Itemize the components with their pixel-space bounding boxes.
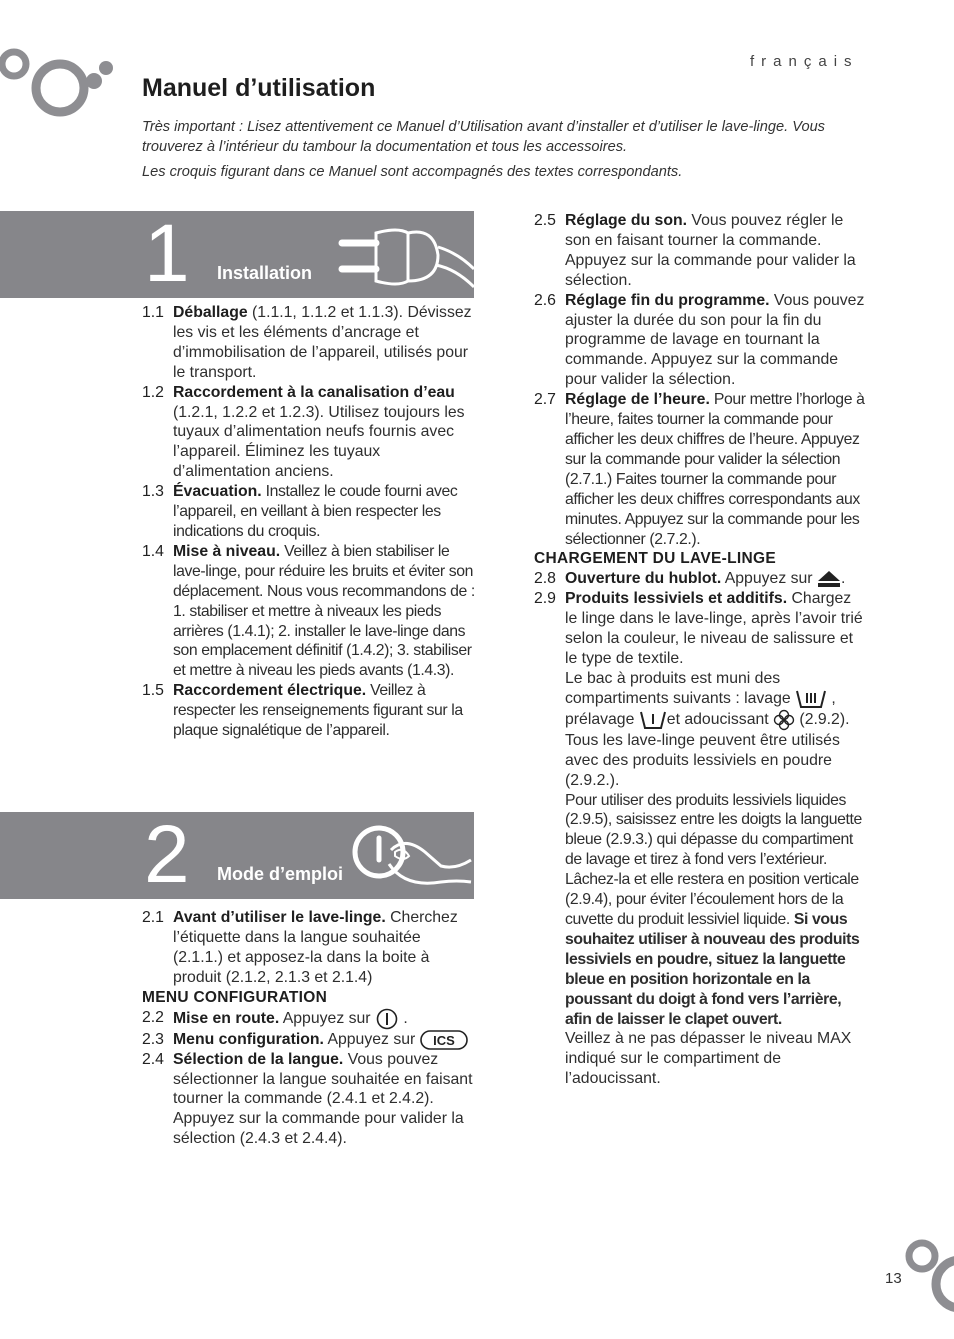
- power-icon: [375, 1008, 399, 1030]
- prewash-icon: [639, 710, 667, 730]
- section-1-content: [142, 303, 475, 741]
- compartments-paragraph: Le bac à produits est muni des compartiments suivants : lavage , prélavage et adoucissant (2.9.2).: [534, 669, 867, 731]
- section-1-title: Installation: [217, 263, 313, 283]
- page-number: 13: [885, 1270, 902, 1287]
- list-item: 2.1 Avant d’utiliser le lave-linge. Cherchez l’étiquette dans la langue souhaitée (2.1.1.) et apposez-la dans la boite à produit (2.1.2, 2.1.3 et 2.1.4): [142, 909, 458, 986]
- list-item: 2.8 Ouverture du hublot. Appuyez sur .: [534, 570, 846, 588]
- intro-note: Les croquis figurant dans ce Manuel sont accompagnés des textes correspondants.: [142, 164, 683, 180]
- loading-heading: CHARGEMENT DU LAVE-LINGE: [534, 550, 776, 568]
- list-item: 2.7 Réglage de l’heure. Pour mettre l’horloge à l’heure, faites tourner la commande pour afficher les deux chiffres de l’heure. Appuyez sur la commande pour valider la sélection (2.7.1.) Faites tourner la commande pour afficher les deux chiffres correspondants aux minutes. Appuyez sur la commande pour les sélectionner (2.7.2.).: [534, 391, 865, 548]
- list-item: 2.3 Menu configuration. Appuyez sur ICS: [142, 1030, 475, 1050]
- list-item: 2.5 Réglage du son. Vous pouvez régler le son en faisant tourner la commande. Appuyez sur la commande pour valider la sélection.: [534, 212, 856, 289]
- ics-icon: [420, 1030, 468, 1050]
- language-label: français: [750, 53, 859, 70]
- plug-icon: [338, 225, 474, 298]
- list-item: 1.5 Raccordement électrique. Veillez à respecter les renseignements figurant sur la plaque signalétique de l’appareil.: [142, 682, 463, 740]
- section-2-banner: [0, 812, 474, 899]
- list-item: 1.1 Déballage (1.1.1, 1.1.2 et 1.1.3). Dévissez les vis et les éléments d’ancrage et d’immobilisation de l’appareil, utilisés pour le transport.: [142, 304, 472, 381]
- section-1-number: 1: [144, 211, 190, 298]
- footer-circles-icon: [900, 1232, 954, 1312]
- svg-text:ICS: ICS: [432, 1032, 455, 1048]
- knob-finger-icon: [345, 816, 474, 899]
- list-item: 1.3 Évacuation. Installez le coude fourni avec l’appareil, en veillant à bien respecter les indications du croquis.: [142, 483, 458, 540]
- wash-icon: [795, 689, 827, 709]
- list-item: 2.6 Réglage fin du programme. Vous pouvez ajuster la durée du son pour la fin du programme de lavage en tournant la commande. Appuyez sur la commande pour valider la sélection.: [534, 291, 865, 389]
- list-item: 1.4 Mise à niveau. Veillez à bien stabiliser le lave-linge, pour réduire les bruits et éviter son déplacement. Nous vous recommandons de : 1. stabiliser et mettre à niveaux les pieds arrières (1.4.1); 2. installer le lave-linge dans son emplacement définitif (1.4.2); 3. stabiliser et mettre à niveau les pieds avants (1.4.3).: [142, 542, 475, 680]
- list-item: 2.4 Sélection de la langue. Vous pouvez sélectionner la langue souhaitée en faisant tourner la commande (2.4.1 et 2.4.2). Appuyez sur la commande pour valider la sélection (2.4.3 et 2.4.4).: [142, 1050, 473, 1148]
- softener-icon: [773, 709, 795, 731]
- section-2-number: 2: [144, 812, 190, 899]
- list-item: 2.9 Produits lessiviels et additifs. Chargez le linge dans le lave-linge, après l’avoir trié selon la couleur, le niveau de salissure et le type de textile.: [534, 590, 863, 667]
- logo-circles-icon: [0, 36, 120, 120]
- right-column-content: [534, 211, 867, 1089]
- eject-icon: [817, 570, 841, 588]
- powder-paragraph: Tous les lave-linge peuvent être utilisés avec des produits lessiviels en poudre (2.9.2.).: [565, 731, 840, 789]
- section-2-content: [142, 908, 475, 1149]
- intro-paragraph: Très important : Lisez attentivement ce Manuel d’Utilisation avant d’installer et d’utiliser le lave-linge. Vous trouverez à l’intérieur du tambour la documentation et tous les accessoires.: [142, 119, 825, 155]
- menu-configuration-heading: MENU CONFIGURATION: [142, 988, 328, 1006]
- page-title: Manuel d’utilisation: [142, 74, 376, 102]
- max-level-paragraph: Veillez à ne pas dépasser le niveau MAX indiqué sur le compartiment de l’adoucissant.: [565, 1030, 852, 1088]
- section-2-title: Mode d’emploi: [217, 864, 343, 884]
- liquid-paragraph: Pour utiliser des produits lessiviels liquides (2.9.5), saisissez entre les doigts la languette bleue (2.9.3.) qui dépasse du compartiment de lavage et tirez à fond vers l’extérieur. Lâchez-la et elle restera en position verticale (2.9.4), pour éviter l’écoulement hors de la cuvette du produit lessiviel liquide. Si vous souhaitez utiliser à nouveau des produits lessiviels en poudre, situez la languette bleue en position horizontale en la poussant du doigt à fond vers l’arrière, afin de laisser le clapet ouvert.: [565, 791, 862, 1028]
- list-item: 2.2 Mise en route. Appuyez sur .: [142, 1008, 475, 1030]
- section-1-banner: [0, 211, 474, 298]
- list-item: 1.2 Raccordement à la canalisation d’eau (1.2.1, 1.2.2 et 1.2.3). Utilisez toujours les tuyaux d’alimentation neufs fournis avec l’appareil. Éliminez les tuyaux d’alimentation anciens.: [142, 383, 465, 481]
